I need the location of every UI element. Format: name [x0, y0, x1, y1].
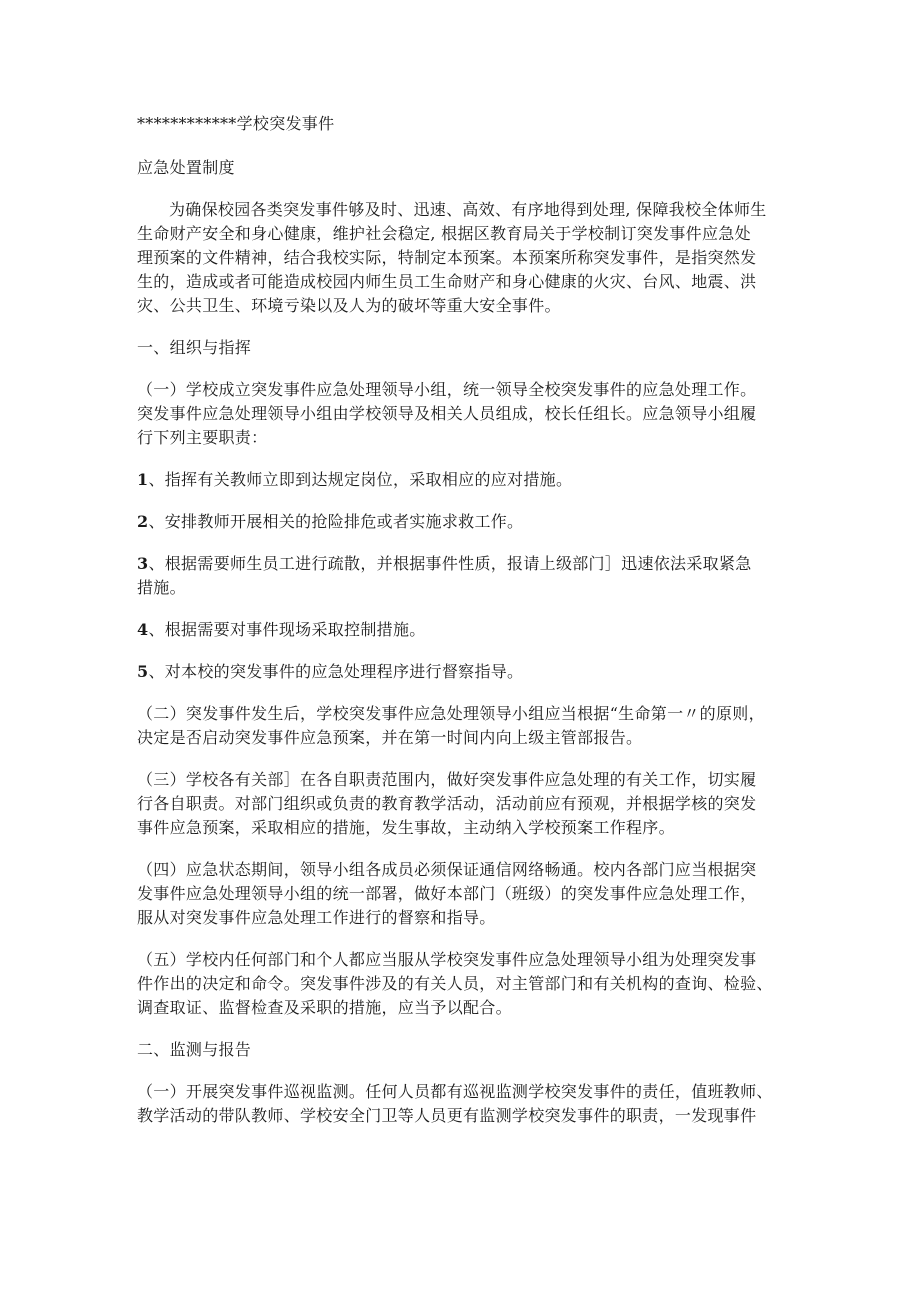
- duty-item-line: [137, 510, 787, 534]
- duty-item-3: [137, 552, 787, 600]
- paragraph-line: （四）应急状态期间，领导小组各成员必须保证通信网络畅通。校内各部门应当根据突: [137, 860, 757, 879]
- duty-item-4: [137, 618, 787, 642]
- intro-line: 灾、公共卫生、环境亏染以及人为的破坏等重大安全事件。: [137, 296, 561, 315]
- duty-item-line: [137, 552, 787, 576]
- paragraph-line: 决定是否启动突发事件应急预案，并在第一时间内向上级主管部报告。: [137, 728, 643, 747]
- duty-item-number: 5: [137, 662, 149, 681]
- duty-item-text: 、指挥有关教师立即到达规定岗位，采取相应的应对措施。: [148, 470, 573, 489]
- duty-item-line: [137, 660, 787, 684]
- intro-line: 为确保校园各类突发事件够及时、迅速、高效、有序地得到处理, 保障我校全体师生: [169, 200, 767, 219]
- section1-paragraph-4: [137, 858, 787, 930]
- intro-line: 生命财产安全和身心健康，维护社会稳定, 根据区教育局关于学校制订突发事件应急处: [137, 224, 751, 243]
- intro-line: 生的，造成或者可能造成校园内师生员工生命财产和身心健康的火灾、台风、地震、洪: [137, 272, 757, 291]
- paragraph-line: 突发事件应急处理领导小组由学校领导及相关人员组成，校长任组长。应急领导小组履: [137, 404, 757, 423]
- duty-item-number: 2: [137, 512, 149, 531]
- section2-paragraph-1: [137, 1080, 787, 1128]
- duty-item-text: 、根据需要对事件现场采取控制措施。: [148, 620, 426, 639]
- document-page: [137, 112, 787, 1128]
- document-title: ************学校突发事件: [137, 114, 335, 133]
- intro-paragraph: [137, 198, 787, 318]
- intro-line: 理预案的文件精神，结合我校实际，特制定本预案。本预案所称突发事件，是指突然发: [137, 248, 757, 267]
- paragraph-line: （一）开展突发事件巡视监测。任何人员都有巡视监测学校突发事件的责任，值班教师、: [137, 1082, 773, 1101]
- paragraph-line: 调查取证、监督检查及采职的措施，应当予以配合。: [137, 998, 512, 1017]
- document-subtitle: 应急处置制度: [137, 158, 235, 177]
- section1-paragraph-5: [137, 948, 787, 1020]
- duty-item-continuation: 措施。: [137, 578, 186, 597]
- section1-paragraph-1: [137, 378, 787, 450]
- paragraph-line: 行下列主要职责：: [137, 428, 268, 447]
- section-heading-1: 一、组织与指挥: [137, 338, 252, 357]
- duty-item-number: 4: [137, 620, 149, 639]
- duty-item-number: 1: [137, 470, 149, 489]
- section1-paragraph-2: [137, 702, 787, 750]
- section1-paragraph-3: [137, 768, 787, 840]
- paragraph-line: （三）学校各有关部］在各自职责范围内，做好突发事件应急处理的有关工作，切实履: [137, 770, 757, 789]
- paragraph-line: （二）突发事件发生后，学校突发事件应急处理领导小组应当根据“生命第一〃的原则，: [137, 704, 765, 723]
- paragraph-line: 件作出的决定和命令。突发事件涉及的有关人员，对主管部门和有关机构的查询、检验、: [137, 974, 773, 993]
- duty-item-line: [137, 468, 787, 492]
- paragraph-line: 教学活动的带队教师、学校安全门卫等人员更有监测学校突发事件的职责，一发现事件: [137, 1106, 757, 1125]
- paragraph-line: （五）学校内任何部门和个人都应当服从学校突发事件应急处理领导小组为处理突发事: [137, 950, 757, 969]
- paragraph-line: 事件应急预案，采取相应的措施，发生事故，主动纳入学校预案工作程序。: [137, 818, 675, 837]
- paragraph-line: 发事件应急处理领导小组的统一部署，做好本部门（班级）的突发事件应急处理工作，: [137, 884, 757, 903]
- duty-item-text: 、安排教师开展相关的抢险排危或者实施求救工作。: [148, 512, 524, 531]
- duty-item-text: 、对本校的突发事件的应急处理程序进行督察指导。: [148, 662, 524, 681]
- paragraph-line: 行各自职责。对部门组织或负责的教育教学活动，活动前应有预观，并根据学核的突发: [137, 794, 757, 813]
- paragraph-line: （一）学校成立突发事件应急处理领导小组，统一领导全校突发事件的应急处理工作。: [137, 380, 757, 399]
- duty-item-5: [137, 660, 787, 684]
- duty-item-1: [137, 468, 787, 492]
- duty-item-2: [137, 510, 787, 534]
- duty-item-line: [137, 618, 787, 642]
- duty-item-number: 3: [137, 554, 149, 573]
- duty-item-text: 、根据需要师生员工进行疏散，并根据事件性质，报请上级部门］迅速依法采取紧急: [148, 554, 752, 573]
- paragraph-line: 服从对突发事件应急处理工作进行的督察和指导。: [137, 908, 496, 927]
- section-heading-2: 二、监测与报告: [137, 1040, 252, 1059]
